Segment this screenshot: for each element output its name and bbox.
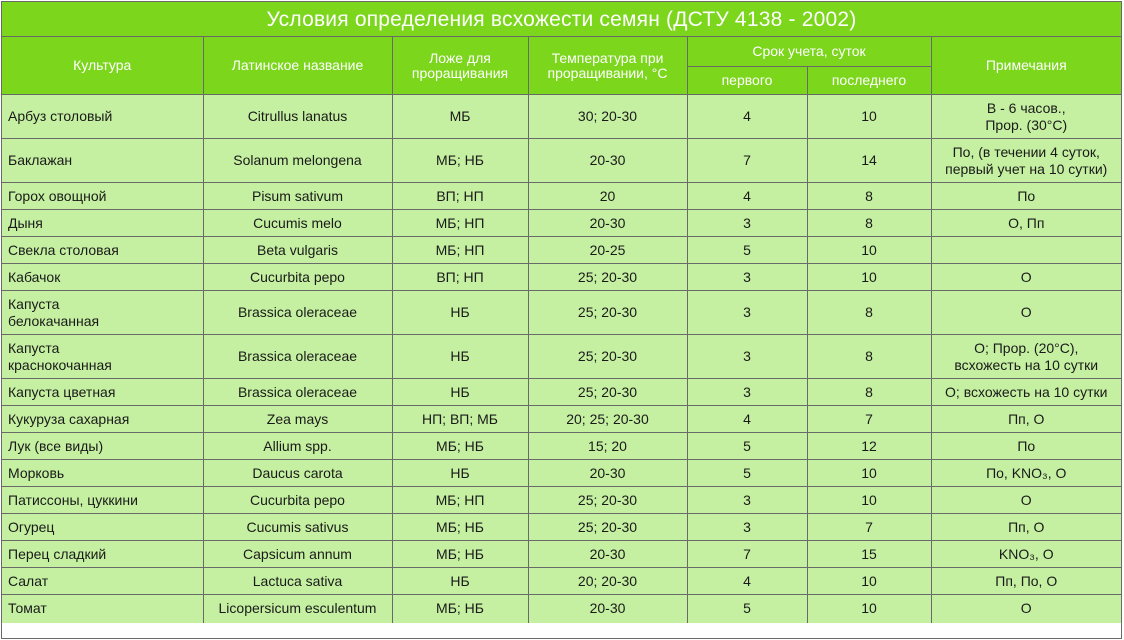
header-temp: Температура при проращивании, °С [528, 37, 687, 95]
cell-bed: МБ; НБ [392, 595, 528, 623]
cell-latin: Daucus carota [203, 460, 392, 487]
cell-temp: 20-25 [528, 237, 687, 264]
cell-notes: По [931, 433, 1121, 460]
cell-latin: Lactuca sativa [203, 568, 392, 595]
table-title: Условия определения всхожести семян (ДСТУ 4138 - 2002) [2, 2, 1121, 37]
table-row [2, 264, 1121, 291]
cell-latin: Beta vulgaris [203, 237, 392, 264]
cell-notes: О; всхожесть на 10 сутки [931, 379, 1121, 406]
cell-temp: 20; 25; 20-30 [528, 406, 687, 433]
cell-crop: Капуста белокачанная [2, 291, 203, 335]
cell-notes [931, 237, 1121, 264]
cell-crop: Томат [2, 595, 203, 623]
cell-notes: По, (в течении 4 суток, первый учет на 10 сутки) [931, 139, 1121, 183]
germination-table [2, 37, 1121, 623]
cell-bed: МБ; НБ [392, 541, 528, 568]
cell-latin: Cucumis sativus [203, 514, 392, 541]
cell-notes: О [931, 291, 1121, 335]
cell-notes: Пп, По, О [931, 568, 1121, 595]
header-bed: Ложе для проращивания [392, 37, 528, 95]
cell-temp: 30; 20-30 [528, 95, 687, 139]
cell-temp: 20-30 [528, 595, 687, 623]
cell-notes: О [931, 595, 1121, 623]
cell-crop: Баклажан [2, 139, 203, 183]
cell-bed: МБ; НБ [392, 139, 528, 183]
header-last: последнего [807, 67, 931, 95]
cell-temp: 20 [528, 183, 687, 210]
cell-bed: НП; ВП; МБ [392, 406, 528, 433]
cell-first: 3 [687, 264, 807, 291]
cell-latin: Pisum sativum [203, 183, 392, 210]
cell-first: 3 [687, 291, 807, 335]
table-row [2, 568, 1121, 595]
cell-notes: В - 6 часов., Прор. (30°С) [931, 95, 1121, 139]
cell-latin: Capsicum annum [203, 541, 392, 568]
cell-temp: 25; 20-30 [528, 379, 687, 406]
cell-first: 4 [687, 406, 807, 433]
cell-first: 3 [687, 335, 807, 379]
cell-notes: О [931, 264, 1121, 291]
cell-notes: KNO₃, О [931, 541, 1121, 568]
cell-crop: Кабачок [2, 264, 203, 291]
cell-crop: Капуста краснокочанная [2, 335, 203, 379]
cell-last: 10 [807, 264, 931, 291]
cell-notes: О [931, 487, 1121, 514]
cell-latin: Cucurbita pepo [203, 264, 392, 291]
cell-last: 7 [807, 514, 931, 541]
table-row [2, 335, 1121, 379]
table-row [2, 487, 1121, 514]
cell-bed: ВП; НП [392, 183, 528, 210]
cell-bed: МБ; НП [392, 487, 528, 514]
cell-last: 8 [807, 335, 931, 379]
cell-temp: 25; 20-30 [528, 335, 687, 379]
cell-first: 5 [687, 460, 807, 487]
header-period: Срок учета, суток [687, 37, 931, 67]
cell-last: 10 [807, 487, 931, 514]
cell-notes: О; Прор. (20°С), всхожесть на 10 сутки [931, 335, 1121, 379]
table-row [2, 433, 1121, 460]
cell-first: 3 [687, 487, 807, 514]
cell-latin: Cucumis melo [203, 210, 392, 237]
cell-latin: Cucurbita pepo [203, 487, 392, 514]
cell-crop: Огурец [2, 514, 203, 541]
table-row [2, 291, 1121, 335]
table-container [1, 1, 1122, 639]
table-row [2, 595, 1121, 623]
cell-bed: МБ [392, 95, 528, 139]
cell-latin: Zea mays [203, 406, 392, 433]
cell-bed: НБ [392, 460, 528, 487]
table-row [2, 95, 1121, 139]
cell-notes: По, KNO₃, О [931, 460, 1121, 487]
cell-temp: 15; 20 [528, 433, 687, 460]
cell-first: 7 [687, 139, 807, 183]
header-crop: Культура [2, 37, 203, 95]
cell-crop: Свекла столовая [2, 237, 203, 264]
cell-latin: Allium spp. [203, 433, 392, 460]
cell-crop: Дыня [2, 210, 203, 237]
cell-crop: Лук (все виды) [2, 433, 203, 460]
table-row [2, 460, 1121, 487]
cell-last: 10 [807, 595, 931, 623]
cell-bed: МБ; НБ [392, 514, 528, 541]
cell-temp: 25; 20-30 [528, 487, 687, 514]
cell-notes: Пп, О [931, 514, 1121, 541]
cell-first: 3 [687, 210, 807, 237]
cell-last: 8 [807, 291, 931, 335]
cell-crop: Патиссоны, цуккини [2, 487, 203, 514]
cell-first: 7 [687, 541, 807, 568]
table-row [2, 210, 1121, 237]
cell-temp: 25; 20-30 [528, 514, 687, 541]
cell-latin: Brassica oleraceae [203, 291, 392, 335]
cell-bed: НБ [392, 291, 528, 335]
cell-last: 10 [807, 460, 931, 487]
cell-crop: Салат [2, 568, 203, 595]
cell-crop: Капуста цветная [2, 379, 203, 406]
cell-first: 5 [687, 237, 807, 264]
cell-bed: МБ; НП [392, 237, 528, 264]
cell-bed: НБ [392, 568, 528, 595]
cell-first: 5 [687, 433, 807, 460]
cell-crop: Арбуз столовый [2, 95, 203, 139]
cell-bed: МБ; НП [392, 210, 528, 237]
table-row [2, 237, 1121, 264]
cell-notes: По [931, 183, 1121, 210]
cell-last: 8 [807, 210, 931, 237]
table-row [2, 514, 1121, 541]
cell-bed: НБ [392, 379, 528, 406]
cell-first: 4 [687, 95, 807, 139]
cell-notes: Пп, О [931, 406, 1121, 433]
table-row [2, 139, 1121, 183]
header-notes: Примечания [931, 37, 1121, 95]
cell-bed: ВП; НП [392, 264, 528, 291]
cell-last: 7 [807, 406, 931, 433]
cell-temp: 25; 20-30 [528, 264, 687, 291]
cell-last: 10 [807, 237, 931, 264]
cell-last: 10 [807, 568, 931, 595]
cell-crop: Кукуруза сахарная [2, 406, 203, 433]
cell-temp: 20-30 [528, 139, 687, 183]
cell-first: 3 [687, 379, 807, 406]
cell-first: 3 [687, 514, 807, 541]
cell-temp: 20; 20-30 [528, 568, 687, 595]
cell-bed: НБ [392, 335, 528, 379]
cell-last: 8 [807, 183, 931, 210]
cell-last: 8 [807, 379, 931, 406]
header-first: первого [687, 67, 807, 95]
cell-crop: Горох овощной [2, 183, 203, 210]
table-body [2, 95, 1121, 623]
header-latin: Латинское название [203, 37, 392, 95]
cell-last: 12 [807, 433, 931, 460]
table-row [2, 183, 1121, 210]
table-row [2, 406, 1121, 433]
cell-latin: Solanum melongena [203, 139, 392, 183]
cell-latin: Brassica oleraceae [203, 335, 392, 379]
cell-last: 10 [807, 95, 931, 139]
table-row [2, 541, 1121, 568]
cell-first: 4 [687, 183, 807, 210]
cell-crop: Морковь [2, 460, 203, 487]
cell-first: 4 [687, 568, 807, 595]
cell-temp: 25; 20-30 [528, 291, 687, 335]
cell-latin: Citrullus lanatus [203, 95, 392, 139]
cell-temp: 20-30 [528, 460, 687, 487]
cell-first: 5 [687, 595, 807, 623]
cell-bed: МБ; НБ [392, 433, 528, 460]
cell-latin: Licopersicum esculentum [203, 595, 392, 623]
cell-latin: Brassica oleraceae [203, 379, 392, 406]
cell-crop: Перец сладкий [2, 541, 203, 568]
table-row [2, 379, 1121, 406]
cell-last: 14 [807, 139, 931, 183]
cell-temp: 20-30 [528, 541, 687, 568]
cell-notes: О, Пп [931, 210, 1121, 237]
cell-last: 15 [807, 541, 931, 568]
cell-temp: 20-30 [528, 210, 687, 237]
